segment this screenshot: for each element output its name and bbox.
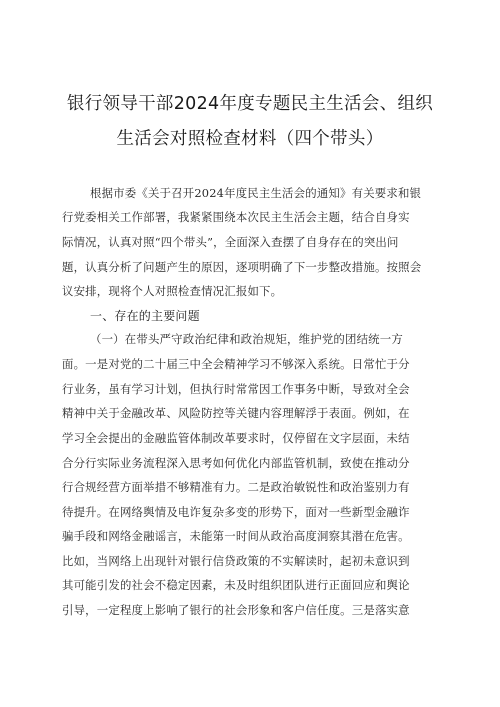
body-line-2: 面。一是对党的二十届三中全会精神学习不够深入系统。日常忙于分 [62,357,410,371]
intro-line-4: 题，认真分析了问题产生的原因，逐项明确了下一步整改措施。按照会 [62,260,422,274]
intro-line-2: 行党委相关工作部署，我紧紧围绕本次民主生活会主题，结合自身实 [62,210,410,224]
intro-line-5: 议安排，现将个人对照检查情况汇报如下。 [62,284,283,298]
body-line-10: 比如，当网络上出现针对银行信贷政策的不实解读时，起初未意识到 [62,554,410,568]
intro-line-3: 际情况，认真对照“四个带头”，全面深入查摆了自身存在的突出问 [62,235,399,249]
body-line-1: （一）在带头严守政治纪律和政治规矩，维护党的团结统一方 [90,332,403,346]
body-line-4: 精神中关于金融改革、风险防控等关键内容理解浮于表面。例如，在 [62,406,410,420]
document-title-line-2: 生活会对照检查材料（四个带头） [116,129,384,149]
section-heading: 一、存在的主要问题 [90,309,200,323]
body-line-3: 行业务，虽有学习计划，但执行时常常因工作事务中断，导致对全会 [62,382,410,396]
body-line-6: 合分行实际业务流程深入思考如何优化内部监管机制，致使在推动分 [62,456,410,470]
intro-line-1: 根据市委《关于召开2024年度民主生活会的通知》有关要求和银 [90,186,422,200]
body-line-5: 学习全会提出的金融监管体制改革要求时，仅停留在文字层面，未结 [62,431,410,445]
body-line-9: 骗手段和网络金融谣言，未能第一时间从政治高度洞察其潜在危害。 [62,529,410,543]
body-line-8: 待提升。在网络舆情及电诈复杂多变的形势下，面对一些新型金融诈 [62,505,410,519]
body-line-7: 行合规经营方面举措不够精准有力。二是政治敏锐性和政治鉴别力有 [62,480,410,494]
body-line-11: 其可能引发的社会不稳定因素，未及时组织团队进行正面回应和舆论 [62,578,410,592]
document-title-line-1: 银行领导干部2024年度专题民主生活会、组织 [66,94,434,114]
body-line-12: 引导，一定程度上影响了银行的社会形象和客户信任度。三是落实意 [62,603,410,617]
